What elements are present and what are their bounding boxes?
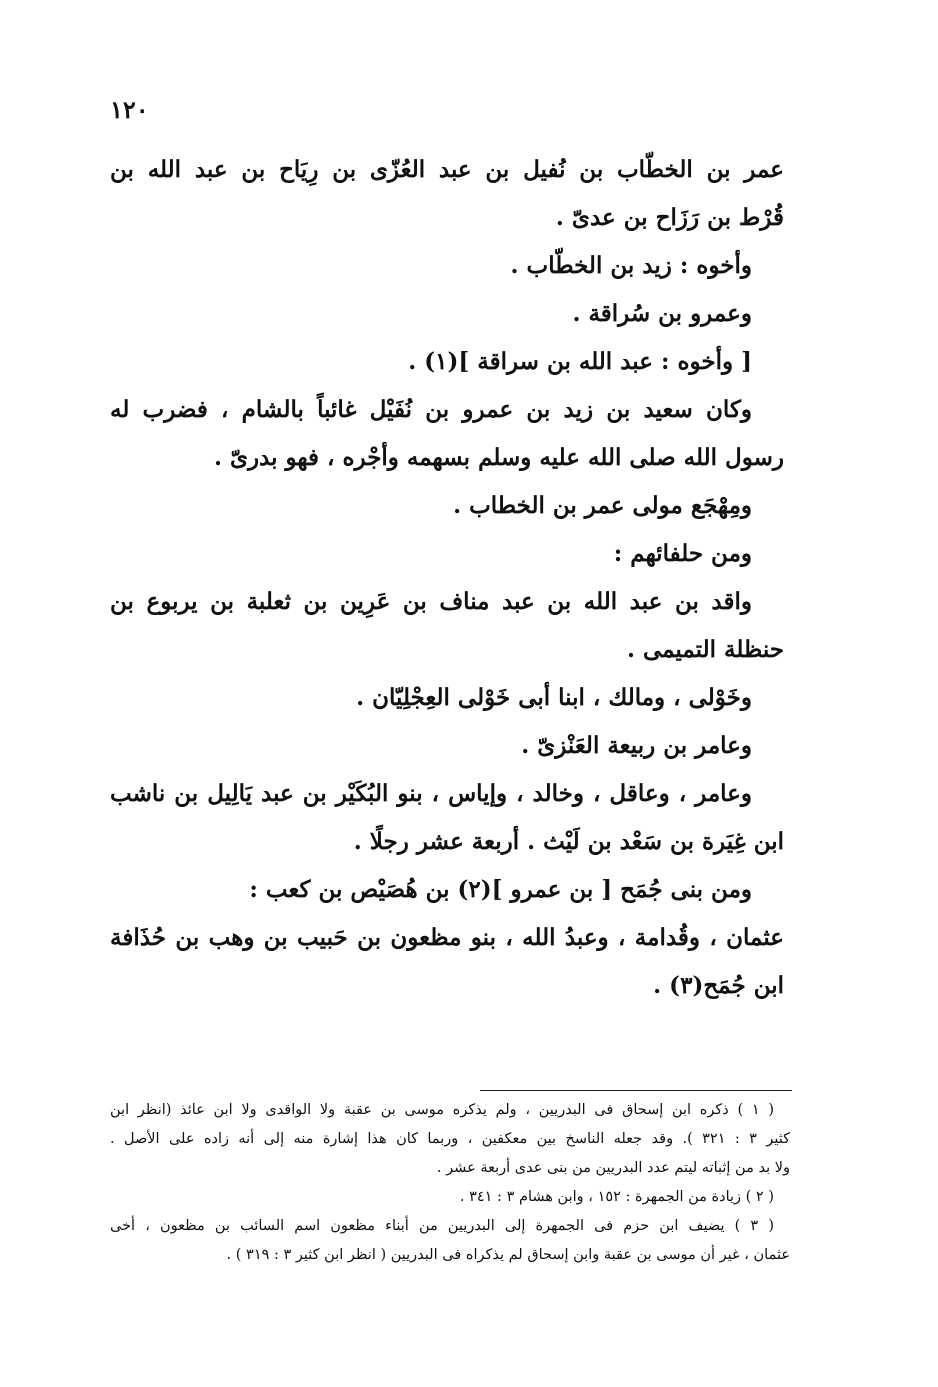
footnote-line: عثمان ، غير أن موسى بن عقبة وابن إسحاق لم يذكراه فى البدريين ( انظر ابن كثير ٣ : ٣١٩ ) . bbox=[226, 1247, 790, 1263]
text-line: رسول الله صلى الله عليه وسلم بسهمه وأجْره ، فهو بدرىّ . bbox=[213, 444, 784, 471]
footnote-line: كثير ٣ : ٣٢١ ). وقد جعله الناسخ بين معكفين ، وربما كان هذا إشارة منه إلى أنه زاده على الأصل . bbox=[110, 1131, 790, 1147]
text-line: ومن حلفائهم : bbox=[613, 540, 752, 567]
text-line: ومِهْجَع مولى عمر بن الخطاب . bbox=[453, 492, 752, 519]
text-line: قُرْط بن رَزَاح بن عدىّ . bbox=[555, 204, 784, 231]
footnote-line: ولا بد من إثباته ليتم عدد البدريين من بنى عدى أربعة عشر . bbox=[436, 1160, 790, 1176]
text-line: وعمرو بن سُراقة . bbox=[572, 300, 752, 327]
text-line: وعامر بن ربيعة العَنْزىّ . bbox=[521, 732, 752, 759]
text-line: واقد بن عبد الله بن عبد مناف بن عَرِين بن ثعلبة بن يربوع بن bbox=[110, 588, 752, 615]
main-text bbox=[110, 146, 784, 1010]
footnote-line: ( ١ ) ذكره ابن إسحاق فى البدريين ، ولم يذكره موسى بن عقبة ولا الواقدى ولا ابن عائذ (انظر ابن bbox=[110, 1102, 774, 1118]
text-line: وكان سعيد بن زيد بن عمرو بن نُفَيْل غائباً بالشام ، فضرب له bbox=[110, 396, 752, 423]
footnote-separator bbox=[480, 1090, 792, 1091]
text-line: حنظلة التميمى . bbox=[626, 636, 784, 663]
text-line: ومن بنى جُمَح [ بن عمرو ](٢) بن هُصَيْص بن كعب : bbox=[249, 876, 752, 903]
text-line: [ وأخوه : عبد الله بن سراقة ](١) . bbox=[408, 348, 752, 375]
text-line: وأخوه : زيد بن الخطّاب . bbox=[510, 252, 752, 279]
text-line: عثمان ، وقُدامة ، وعبدُ الله ، بنو مظعون بن حَبيب بن وهب بن حُذَافة bbox=[110, 924, 784, 951]
text-line: ابن غِيَرة بن سَعْد بن لَيْث . أربعة عشر رجلًا . bbox=[353, 828, 784, 855]
footnote-line: ( ٣ ) يضيف ابن حزم فى الجمهرة إلى البدريين من أبناء مظعون اسم السائب بن مظعون ، أخى bbox=[110, 1218, 774, 1234]
footnotes bbox=[110, 1096, 790, 1270]
text-line: وعامر ، وعاقل ، وخالد ، وإياس ، بنو البُكَيْر بن عبد يَالِيل بن ناشب bbox=[110, 780, 752, 807]
text-line: عمر بن الخطّاب بن نُفيل بن عبد العُزّى بن رِيَاح بن عبد الله بن bbox=[110, 156, 784, 183]
text-line: ابن جُمَح(٣) . bbox=[653, 972, 784, 999]
footnote-line: ( ٢ ) زيادة من الجمهرة : ١٥٢ ، وابن هشام ٣ : ٣٤١ . bbox=[459, 1189, 774, 1205]
page-number: ١٢٠ bbox=[110, 95, 149, 124]
text-line: وخَوْلى ، ومالك ، ابنا أبى خَوْلى العِجْلِيّان . bbox=[356, 684, 752, 711]
